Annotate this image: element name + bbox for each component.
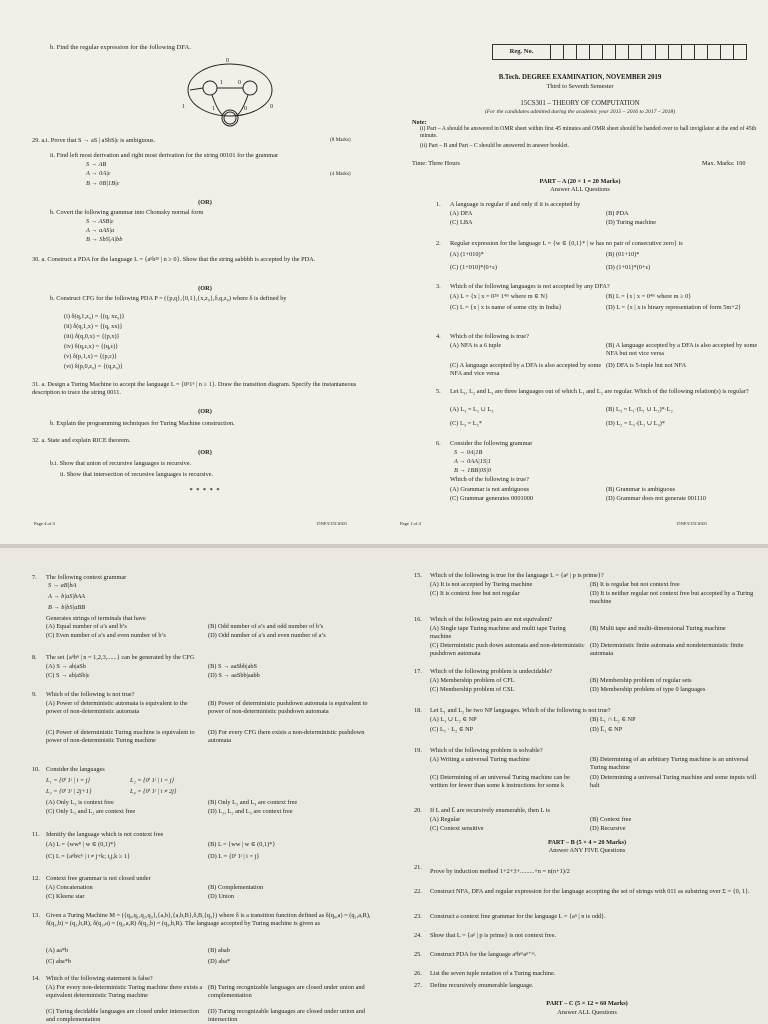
question-text: Which of the following is true? xyxy=(450,476,529,483)
answer-all-label: Answer ALL Questions xyxy=(550,186,610,193)
answer-option: (D) It is neither regular not context free but accepted by a Turing machine xyxy=(590,590,754,606)
question-text: Consider the languages xyxy=(46,766,105,773)
question-32a: 32. a. State and explain RICE theorem. xyxy=(32,437,131,444)
reg-no-cell xyxy=(577,45,590,59)
question-number: 13. xyxy=(32,912,40,919)
answer-option: (A) Single tape Turing machine and multi tape Turing machine xyxy=(430,625,566,641)
grammar-line: B → 1BB|0S|0 xyxy=(454,467,492,474)
answer-option: (A) (1+010)* xyxy=(450,251,484,258)
answer-option: (D) L₂ = L₃·(L₁ ∪ L₃)* xyxy=(606,420,666,427)
answer-option: (D) Odd number of a’s and even number of a’s xyxy=(208,632,326,639)
answer-option: (A) aa*b xyxy=(46,947,69,954)
page-1-column xyxy=(392,0,768,544)
question-number: 9. xyxy=(32,691,37,698)
question-26: List the seven tuple notation of a Turing machine. xyxy=(430,970,556,977)
question-24: Show that L = {aᵖ | p is prime} is not context free. xyxy=(430,932,557,939)
dfa-label: 0 xyxy=(244,106,247,112)
answer-option: (C) Power of deterministic Turing machine is equivalent to power of non-deterministic Turing machine xyxy=(46,729,195,745)
answer-option: (C) aba*b xyxy=(46,958,72,965)
reg-no-cell xyxy=(642,45,655,59)
answer-option: (B) L₁ ∩ L₂ ∈ NP xyxy=(590,716,636,723)
part-b-heading: PART – B (5 × 4 = 20 Marks) xyxy=(547,839,627,846)
page-4-column xyxy=(30,0,380,544)
grammar-line: A → aAS|a xyxy=(86,227,115,234)
grammar-line: S → aB|bA xyxy=(48,582,77,589)
answer-option: (A) NFA is a 6 tuple xyxy=(450,342,502,349)
question-number: 24. xyxy=(414,932,422,939)
answer-option: (B) S → aaSbb|abS xyxy=(208,663,258,670)
reg-no-cell xyxy=(708,45,721,59)
question-text: The following context grammar xyxy=(46,574,127,581)
answer-option: (C) A language accepted by a DFA is also accepted by some NFA and vice versa xyxy=(450,362,602,378)
question-number: 26. xyxy=(414,970,422,977)
pda-rule: (vi) δ(p,0,z₀) = {(q,z₀)} xyxy=(64,363,123,370)
question-text: Which of the following statement is false? xyxy=(46,975,153,982)
answer-option: (D) Deterministic finite automata and nondeterministic finite automata xyxy=(590,642,744,658)
answer-option: (D) Union xyxy=(208,893,235,900)
question-number: 10. xyxy=(32,766,40,773)
note-item: (ii) Part – B and Part – C should be answered in answer booklet. xyxy=(420,143,570,149)
exam-title: B.Tech. DEGREE EXAMINATION, NOVEMBER 2019 xyxy=(498,74,662,81)
marks-label: (8 Marks) xyxy=(330,137,351,143)
answer-option: (B) Odd number of a’s and odd number of b’s xyxy=(208,623,324,630)
answer-option: (B) Turing recognizable languages are closed under union and complementation xyxy=(208,984,365,1000)
language-def: L₃ = {0ⁱ 1ʲ | 2j+1} xyxy=(46,788,92,795)
answer-option: (D) L = {0ⁱ 1ʲ | i = j} xyxy=(208,853,260,860)
answer-option: (C) Membership problem of CSL xyxy=(430,686,515,693)
end-stars: * * * * * xyxy=(189,487,221,494)
question-32bi: b.i. Show that union of recursive languages is recursive. xyxy=(50,460,192,467)
answer-option: (A) Membership problem of CFL xyxy=(430,677,515,684)
part-a-heading: PART – A (20 × 1 = 20 Marks) xyxy=(539,178,621,185)
reg-no-label: Reg. No. xyxy=(493,45,551,59)
pda-rule: (iii) δ(q,0,x) = {(p,x)} xyxy=(64,333,120,340)
semester-label: Third to Seventh Semester xyxy=(546,83,614,90)
grammar-line: A → 0A|ε xyxy=(86,170,111,177)
question-number: 14. xyxy=(32,975,40,982)
course-title: 15CS301 – THEORY OF COMPUTATION xyxy=(520,100,640,107)
page-footer-right: 15NF3/15CS301 xyxy=(676,521,708,526)
reg-no-cell xyxy=(616,45,629,59)
answer-option: (A) Equal number of a’s and b’s xyxy=(46,623,127,630)
reg-no-cell xyxy=(564,45,577,59)
answer-option: (C) S → ab|aSb|ε xyxy=(46,672,90,679)
answer-option: (B) Multi tape and multi-dimensional Turing machine xyxy=(590,625,726,632)
question-text: Which of the following problem is solvable? xyxy=(430,747,543,754)
answer-option: (C) Grammar generates 0001000 xyxy=(450,495,534,502)
question-22: Construct NFA, DFA and regular expression for the language accepting the set of strings with 011 as substring over Σ = {0, 1}. xyxy=(430,888,750,895)
dfa-label: 0 xyxy=(270,104,273,110)
marks-label: (4 Marks) xyxy=(330,171,351,177)
question-text: Which of the following is not true? xyxy=(46,691,135,698)
answer-option: (A) Writing a universal Turing machine xyxy=(430,756,530,763)
answer-option: (D) Determining a universal Turing machine and some inputs will halt xyxy=(590,774,757,790)
grammar-line: A → 0AA|1S|1 xyxy=(454,458,491,465)
page-3-column xyxy=(412,548,762,1024)
question-number: 22. xyxy=(414,888,422,895)
answer-option: (C) L₁ · L₂ ∈ NP xyxy=(430,726,474,733)
question-text: Regular expression for the language L = {w ∈ {0,1}* | w has no pair of consecutive zero} is xyxy=(450,240,683,247)
question-text: Given a Turing Machine M = ({q₀,q₁,q₂,q₃},{a,b},{a,b,B},δ,B,{q₃}) where δ is a transition function defined as δ(q₀,a) = (q₁,a,R), δ(q₁,b) = (q₂,b,R), δ(q₂,a) = (q₂,a,R) δ(q₂,b) = (q₃,b,R). The language accepted by Turing machine is given as xyxy=(46,912,371,928)
pda-rule: (i) δ(q,1,z₀) = {(q, xz₀)} xyxy=(64,313,125,320)
question-29b: b. Covert the following grammar into Chomsky normal form xyxy=(50,209,204,216)
question-number: 21. xyxy=(414,864,422,871)
dfa-label: 1 xyxy=(182,104,185,110)
question-29ai: 29. a.i. Prove that S → aS | aSbS|ε is ambiguous. xyxy=(32,137,156,144)
question-text: A language is regular if and only if it is accepted by xyxy=(450,201,581,208)
reg-no-cell xyxy=(695,45,708,59)
answer-option: (B) PDA xyxy=(606,210,629,217)
language-def: L₄ = {0ⁱ 1ʲ | i ≠ 2j} xyxy=(130,788,177,795)
answer-option: (D) Grammar does not generate 001110 xyxy=(606,495,707,502)
answer-option: (D) aba* xyxy=(208,958,231,965)
question-number: 15. xyxy=(414,572,422,579)
answer-option: (B) Membership problem of regular sets xyxy=(590,677,692,684)
question-30a: 30. a. Construct a PDA for the language L = {aⁿb²ⁿ | n ≥ 0}. Show that the string aabbbb is accepted by the PDA. xyxy=(32,256,316,263)
question-25: Construct PDA for the language aⁿbᵐaⁿ⁺ᵐ. xyxy=(430,951,537,958)
question-text: Generates strings of terminals that have xyxy=(46,615,146,622)
answer-option: (D) S → aaSbb|aabb xyxy=(208,672,260,679)
reg-no-cell xyxy=(669,45,682,59)
answer-option: (B) L = {ww | w ∈ (0,1)*} xyxy=(208,841,276,848)
question-number: 5. xyxy=(436,388,441,395)
answer-option: (A) L = {wwᴿ | w ∈ (0,1)*} xyxy=(46,841,117,848)
question-text: Let L₁ and L₂ be two NP languages. Which of the following is not true? xyxy=(430,707,611,714)
pda-rule: (iv) δ(q,ε,x) = {(q,ε)} xyxy=(64,343,119,350)
or-divider: (OR) xyxy=(198,408,212,415)
question-text: Which of the following languages is not accepted by any DFA? xyxy=(450,283,610,290)
answer-option: (A) S → ab|aSb xyxy=(46,663,86,670)
answer-option: (C) (1+010)*(0+ε) xyxy=(450,264,497,271)
answer-option: (C) Context sensitive xyxy=(430,825,484,832)
answer-option: (D) (1+01)*(0+ε) xyxy=(606,264,651,271)
answer-option: (B) Complementation xyxy=(208,884,264,891)
question-number: 25. xyxy=(414,951,422,958)
question-23: Construct a context free grammar for the language L = {aⁿ | n is odd}. xyxy=(430,913,606,920)
answer-option: (C) Deterministic push down automata and non-deterministic pushdown automata xyxy=(430,642,585,658)
question-27: Define recursively enumerable language. xyxy=(430,982,534,989)
answer-option: (B) Power of deterministic pushdown automata is equivalent to power of non-deterministic pushdown automata xyxy=(208,700,368,716)
question-number: 18. xyxy=(414,707,422,714)
answer-all-label: Answer ALL Questions xyxy=(557,1009,617,1016)
answer-option: (A) Power of deterministic automata is equivalent to the power of non-deterministic automata xyxy=(46,700,188,716)
question-31a: 31. a. Design a Turing Machine to accept the language L = {0ⁿ1ⁿ | n ≥ 1}. Draw the transition diagram. Specify the instantaneous description to trace the string 0011. xyxy=(32,381,357,397)
question-text: Let L₁, L₂ and L₃ are three languages out of which L₁ and L₂ are regular. Which of the following relation(s) is regular? xyxy=(450,388,749,395)
grammar-line: B → 0B|1B|ε xyxy=(86,180,120,187)
question-text: Consider the following grammar xyxy=(450,440,533,447)
dfa-diagram xyxy=(160,52,300,144)
answer-option: (B) (01+10)* xyxy=(606,251,640,258)
question-number: 1. xyxy=(436,201,441,208)
answer-option: (A) DFA xyxy=(450,210,473,217)
question-number: 20. xyxy=(414,807,422,814)
note-item: (i) Part – A should be answered in OMR sheet within first 45 minutes and OMR sheet should be handed over to hall invigilator at the end of 45th minute. xyxy=(420,126,757,140)
part-c-heading: PART – C (5 × 12 = 60 Marks) xyxy=(546,1000,628,1007)
answer-option: (C) Even number of a’s and even number of b’s xyxy=(46,632,166,639)
answer-option: (D) L₁, L₂ and L₃ are context free xyxy=(208,808,293,815)
question-21: Prove by induction method 1+2+3+.........+n = n(n+1)/2 xyxy=(430,868,570,875)
answer-option: (A) Concatenation xyxy=(46,884,93,891)
time-label: Time: Three Hours xyxy=(412,160,460,167)
reg-no-box xyxy=(492,44,747,60)
grammar-line: S → AB xyxy=(86,161,107,168)
page-footer-right: 15NF3/15CS301 xyxy=(316,521,348,526)
question-text: Identify the language which is not context free xyxy=(46,831,164,838)
question-text: Context free grammar is not closed under xyxy=(46,875,151,882)
answer-option: (A) It is not accepted by Turing machine xyxy=(430,581,533,588)
reg-no-cell xyxy=(682,45,695,59)
answer-option: (C) LBA xyxy=(450,219,473,226)
answer-option: (B) L = {x | x = 0⁴ᵐ where m ≥ 0} xyxy=(606,293,692,300)
answer-option: (C) Determining of an universal Turing machine can be written for fewer than some k instructions for some k xyxy=(430,774,570,790)
question-text: Which of the following pairs are not equivalent? xyxy=(430,616,553,623)
answer-option: (C) L = {aⁿbʲcᵏ | i ≠ j+k; i,j,k ≥ 1} xyxy=(46,853,131,860)
question-number: 7. xyxy=(32,574,37,581)
question-text: If L and L̅ are recursively enumerable, then L is xyxy=(430,807,550,814)
reg-no-cell xyxy=(551,45,564,59)
grammar-line: B → b|bS|aBB xyxy=(48,604,86,611)
pda-rule: (v) δ(p,1,x) = {(p,ε)} xyxy=(64,353,117,360)
answer-option: (A) L₃ = L₂ ∪ L₃ xyxy=(450,406,494,413)
answer-option: (C) Kleene star xyxy=(46,893,85,900)
answer-option: (D) Recursive xyxy=(590,825,626,832)
answer-option: (A) Grammar is not ambiguous xyxy=(450,486,530,493)
question-number: 12. xyxy=(32,875,40,882)
answer-option: (D) L = {x | x is binary representation of form 5m+2} xyxy=(606,304,742,311)
answer-option: (B) Grammar is ambiguous xyxy=(606,486,676,493)
question-number: 17. xyxy=(414,668,422,675)
language-def: L₂ = {0ⁱ 1ʲ | i = j} xyxy=(130,777,175,784)
answer-option: (D) For every CFG there exists a non-deterministic pushdown automata xyxy=(208,729,365,745)
answer-option: (A) L = {x | x = 0²ᵐ 1⁴ᵐ where m ∈ N} xyxy=(450,293,548,300)
answer-option: (C) It is context free but not regular xyxy=(430,590,520,597)
dfa-label: 0 xyxy=(226,58,229,64)
grammar-line: B → SbS|A|bb xyxy=(86,236,123,243)
question-number: 4. xyxy=(436,333,441,340)
answer-option: (D) Turing machine xyxy=(606,219,657,226)
answer-option: (A) Only L₃ is context free xyxy=(46,799,114,806)
answer-option: (D) DFA is 5-tuple but not NFA xyxy=(606,362,687,369)
question-text: Which of the following is true for the language L = {aᵖ | p is prime}? xyxy=(430,572,604,579)
answer-option: (D) L̅₁ ∈ NP xyxy=(590,726,623,733)
question-number: 19. xyxy=(414,747,422,754)
answer-option: (B) Only L₂ and L₃ are context free xyxy=(208,799,298,806)
question-number: 11. xyxy=(32,831,40,838)
reg-no-cell xyxy=(656,45,669,59)
reg-no-cell xyxy=(590,45,603,59)
answer-option: (B) L₃ = L₁·(L₁ ∪ L₂)*·L₂ xyxy=(606,406,673,413)
question-number: 8. xyxy=(32,654,37,661)
answer-option: (B) Context free xyxy=(590,816,632,823)
language-def: L₁ = {0ⁱ 1ʲ | i = j} xyxy=(46,777,91,784)
answer-any-label: Answer ANY FIVE Questions xyxy=(548,847,626,854)
or-divider: (OR) xyxy=(198,449,212,456)
question-31b: b. Explain the programming techniques for Turing Machine construction. xyxy=(50,420,235,427)
question-28b: b. Find the regular expression for the following DFA. xyxy=(50,44,191,51)
answer-option: (B) It is regular but not context free xyxy=(590,581,680,588)
answer-option: (A) For every non-deterministic Turing machine there exists a equivalent deterministic Turing machine xyxy=(46,984,203,1000)
or-divider: (OR) xyxy=(198,285,212,292)
question-number: 2. xyxy=(436,240,441,247)
grammar-line: A → b|aS|bAA xyxy=(48,593,85,600)
question-number: 3. xyxy=(436,283,441,290)
page-footer-left: Page 4 of 4 xyxy=(34,521,55,526)
dfa-label: 1 xyxy=(212,106,215,112)
grammar-line: S → 0A|1B xyxy=(454,449,483,456)
question-text: The set {aⁿbⁿ | n = 1,2,3,......} can be generated by the CFG xyxy=(46,654,195,661)
answer-option: (D) Membership problem of type 0 languages xyxy=(590,686,706,693)
question-30b: b. Construct CFG for the following PDA P = ({p,q},{0,1},{x,z₀},δ,q,z₀) where δ is defined by xyxy=(50,295,287,302)
reg-no-cell xyxy=(603,45,616,59)
reg-no-cell xyxy=(734,45,746,59)
max-marks-label: Max. Marks: 100 xyxy=(702,160,746,167)
answer-option: (B) A language accepted by a DFA is also accepted by some NFA but not vice versa xyxy=(606,342,758,358)
answer-option: (A) Regular xyxy=(430,816,461,823)
answer-option: (C) Only L₁ and L₂ are context free xyxy=(46,808,136,815)
question-32bii: ii. Show that intersection of recursive languages is recursive. xyxy=(60,471,214,478)
grammar-line: S → ASB|ε xyxy=(86,218,114,225)
answer-option: (C) L₃ = L₃* xyxy=(450,420,482,427)
dfa-label: 0 xyxy=(238,80,241,86)
question-29aii: ii. Find left most derivation and right most derivation for the string 00101 for the grammar xyxy=(50,152,279,159)
dfa-label: 1 xyxy=(220,80,223,86)
question-text: Which of the following is true? xyxy=(450,333,529,340)
question-number: 23. xyxy=(414,913,422,920)
question-number: 16. xyxy=(414,616,422,623)
question-text: Which of the following problem is undecidable? xyxy=(430,668,553,675)
answer-option: (B) Determining of an arbitrary Turing machine is an universal Turing machine xyxy=(590,756,749,772)
page-footer-left: Page 1 of 4 xyxy=(400,521,421,526)
exam-page-bottom xyxy=(0,548,768,1024)
answer-option: (C) L = {x | x is name of some city in India} xyxy=(450,304,562,311)
page-2-column xyxy=(30,548,380,1024)
reg-no-cell xyxy=(721,45,734,59)
answer-option: (D) Turing recognizable languages are closed under union and intersection xyxy=(208,1008,366,1024)
answer-option: (B) abab xyxy=(208,947,230,954)
question-number: 6. xyxy=(436,440,441,447)
note-label: Note: xyxy=(412,119,427,126)
answer-option: (C) Turing decidable languages are closed under intersection and complementation xyxy=(46,1008,200,1024)
reg-no-cell xyxy=(629,45,642,59)
pda-rule: (ii) δ(q,1,x) = {(q, xx)} xyxy=(64,323,123,330)
question-number: 27. xyxy=(414,982,422,989)
batch-note: (For the candidates admitted during the academic year 2015 – 2016 to 2017 – 2018) xyxy=(484,109,676,115)
or-divider: (OR) xyxy=(198,199,212,206)
answer-option: (A) L₁ ∪ L₂ ∈ NP xyxy=(430,716,477,723)
